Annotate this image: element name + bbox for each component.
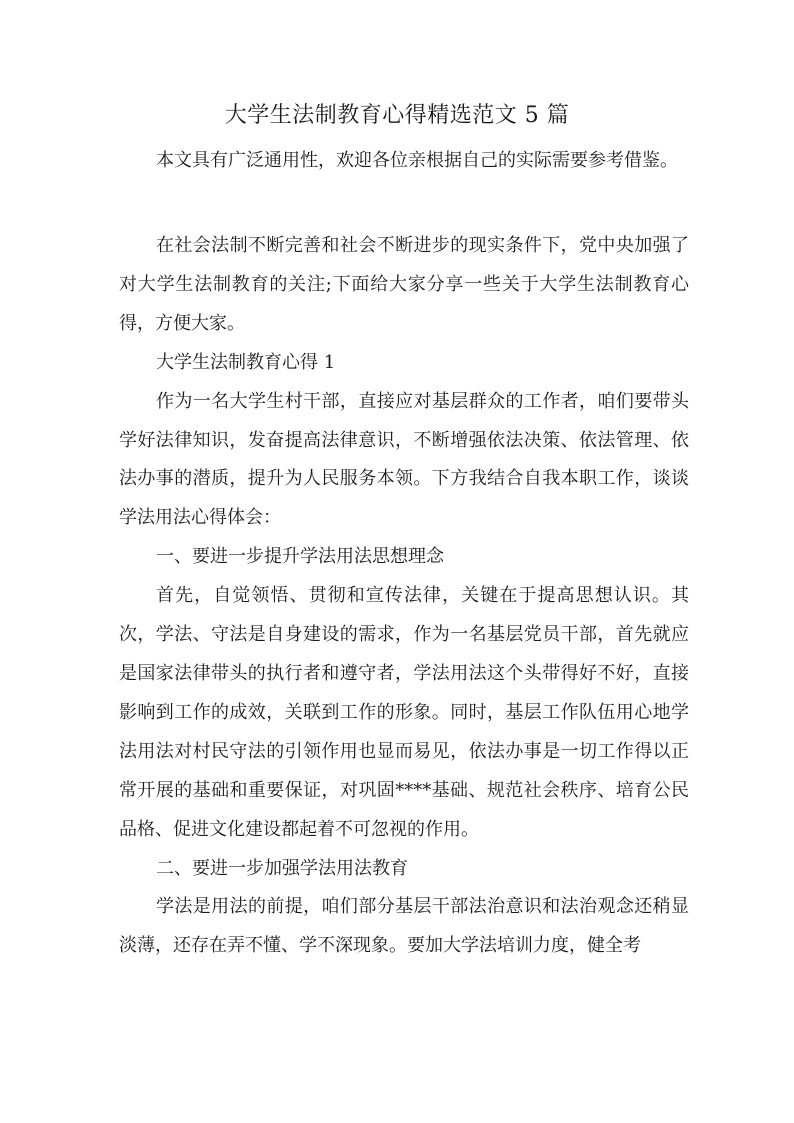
intro-paragraph: 在社会法制不断完善和社会不断进步的现实条件下，党中央加强了对大学生法制教育的关注;下面给大家分享一些关于大学生法制教育心得，方便大家。 bbox=[119, 235, 689, 334]
document-subtitle: 本文具有广泛通用性，欢迎各位亲根据自己的实际需要参考借鉴。 bbox=[156, 150, 678, 171]
body-paragraph: 首先，自觉领悟、贯彻和宣传法律，关键在于提高思想认识。其次，学法、守法是自身建设的需求，作为一名基层党员干部，首先就应是国家法律带头的执行者和遵守者，学法用法这个头带得好不好，直接影响到工作的成效，关联到工作的形象。同时，基层工作队伍用心地学法用法对村民守法的引领作用也显而易见，依法办事是一切工作得以正常开展的基础和重要保证，对巩固****基础、规范社会秩序、培育公民品格、促进文化建设都起着不可忽视的作用。 bbox=[119, 585, 689, 840]
subsection-heading-2: 二、要进一步加强学法用法教育 bbox=[156, 857, 408, 879]
section-heading-1: 大学生法制教育心得 1 bbox=[156, 351, 336, 373]
subsection-heading-1: 一、要进一步提升学法用法思想理念 bbox=[156, 546, 444, 568]
body-paragraph: 作为一名大学生村干部，直接应对基层群众的工作者，咱们要带头学好法律知识，发奋提高法律意识，不断增强依法决策、依法管理、依法办事的潜质，提升为人民服务本领。下方我结合自我本职工作，谈谈学法用法心得体会： bbox=[119, 390, 689, 529]
document-title: 大学生法制教育心得精选范文 5 篇 bbox=[224, 103, 570, 128]
body-paragraph: 学法是用法的前提，咱们部分基层干部法治意识和法治观念还稍显淡薄，还存在弄不懂、学不深现象。要加大学法培训力度，健全考 bbox=[119, 896, 689, 957]
document-body bbox=[119, 227, 689, 966]
